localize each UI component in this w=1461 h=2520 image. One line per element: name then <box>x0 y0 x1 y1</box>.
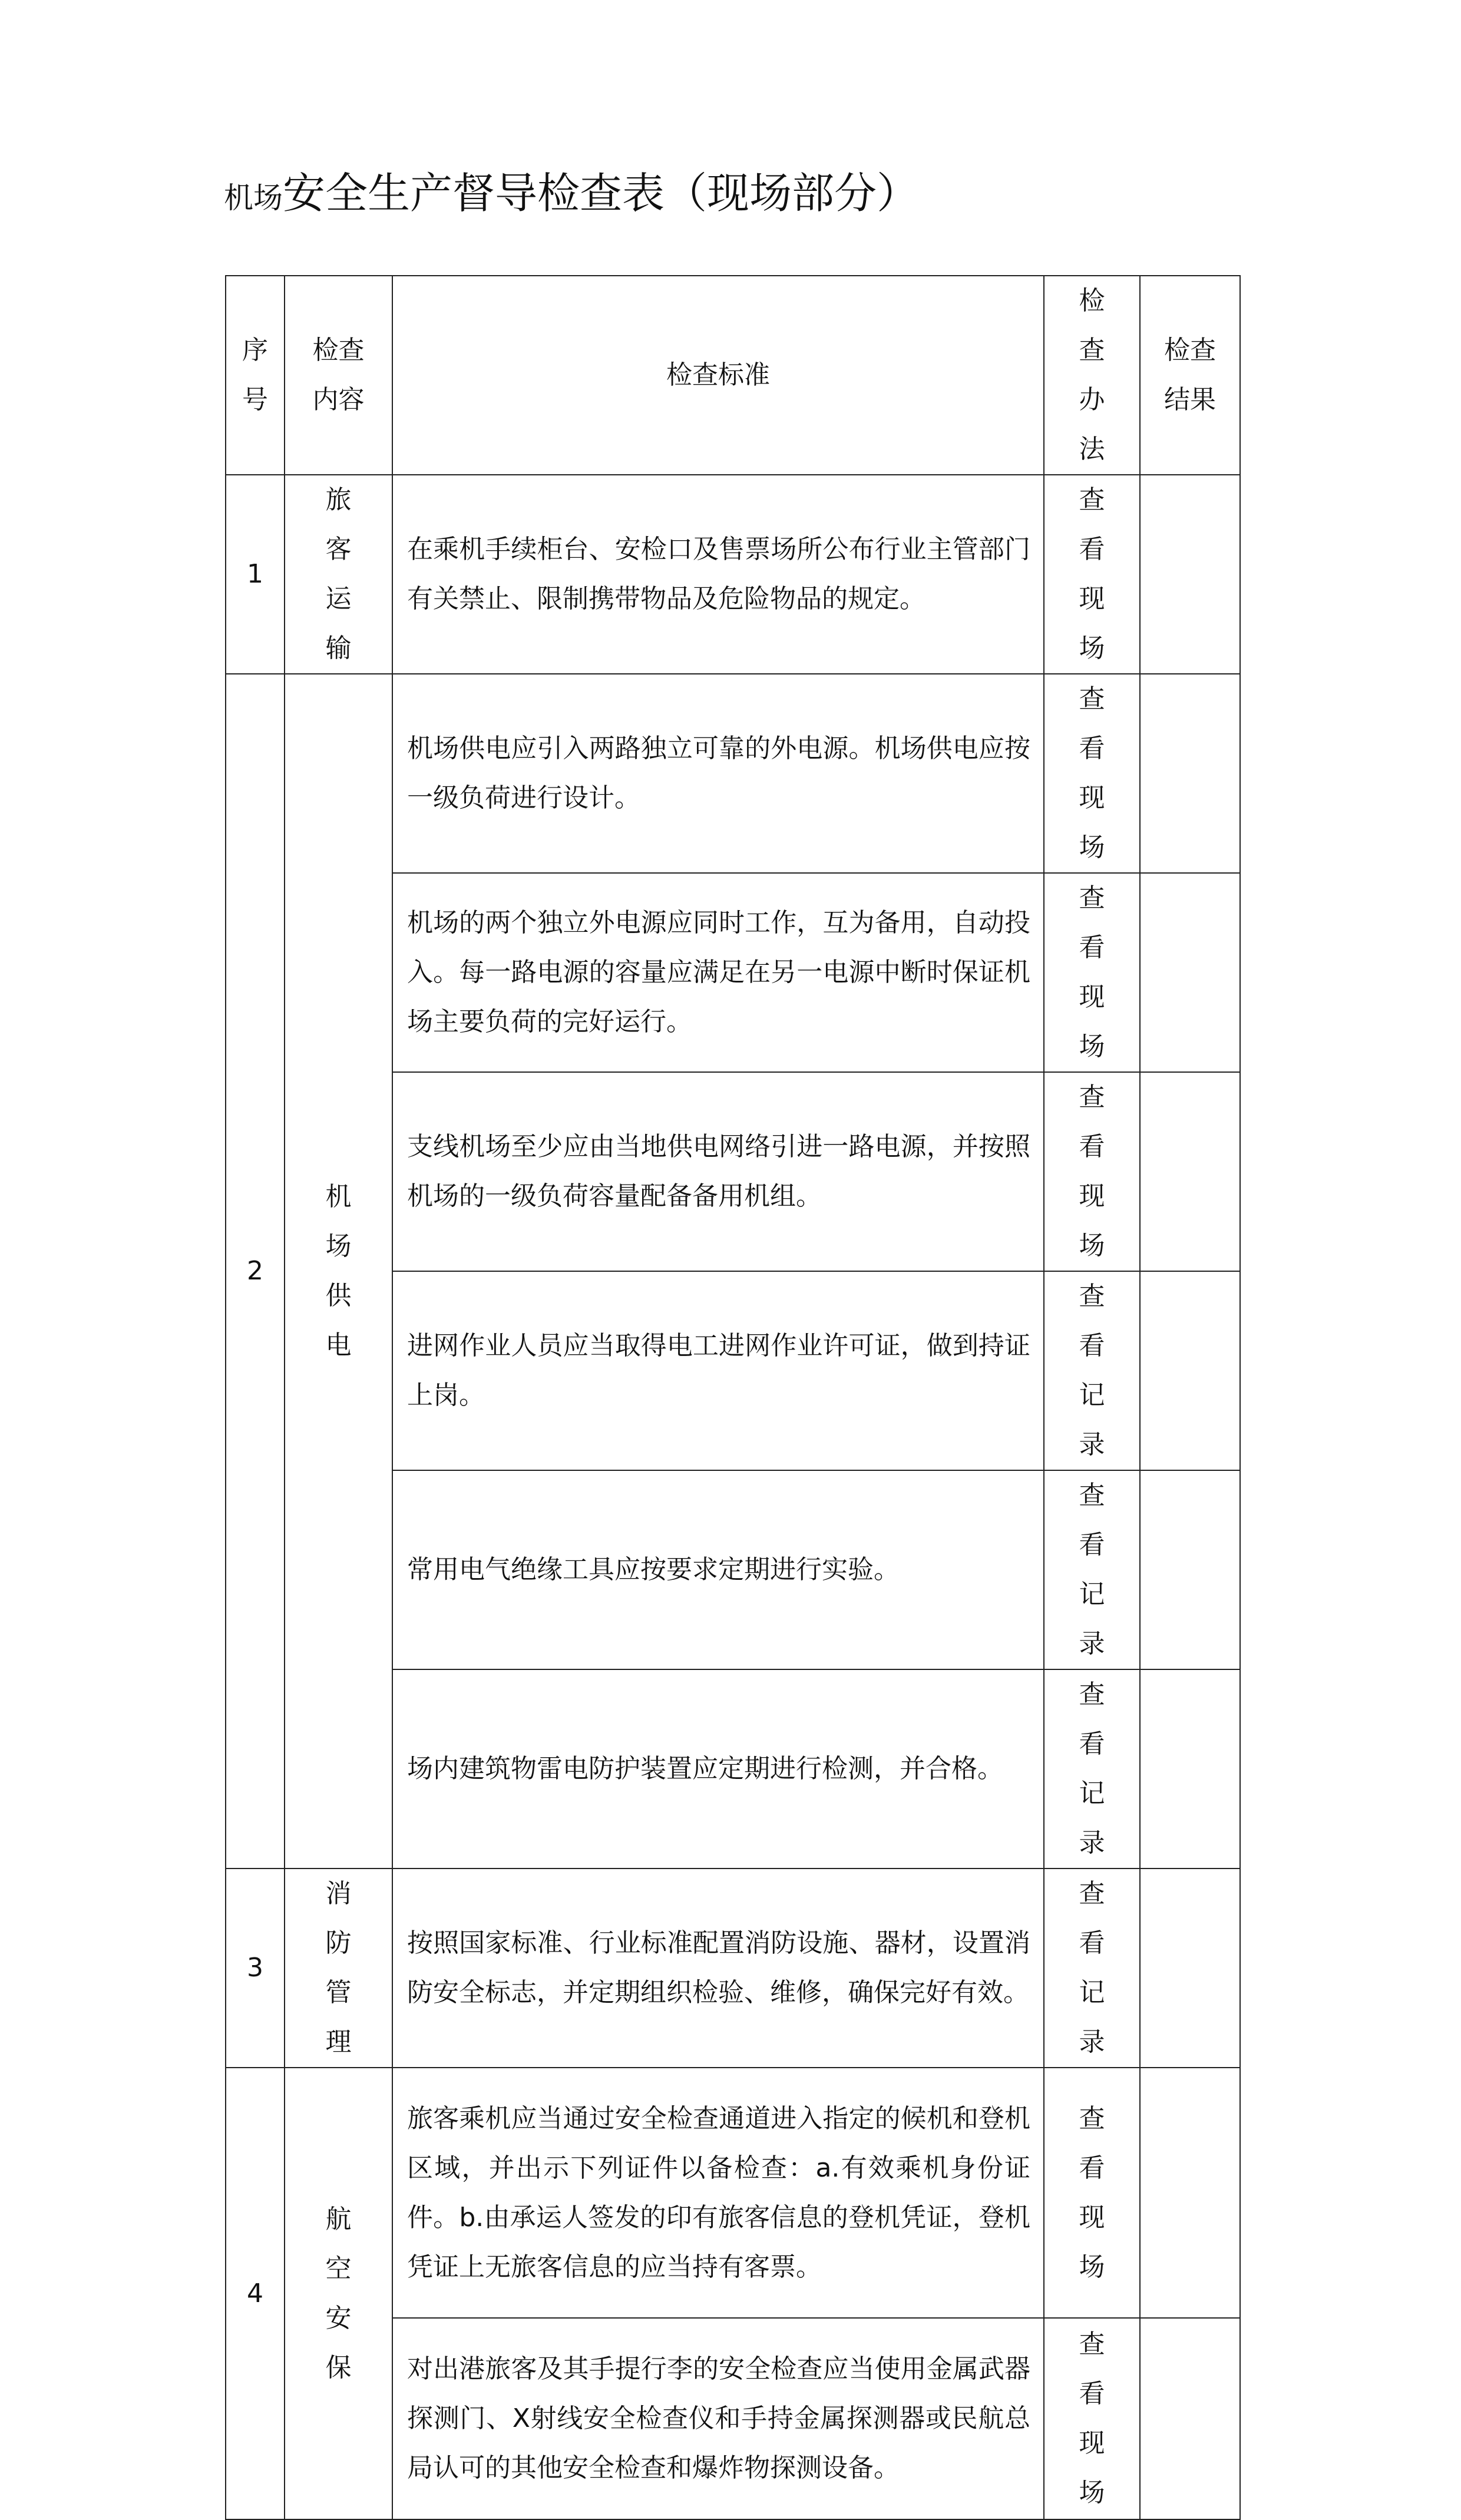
row-result <box>1140 1669 1240 1868</box>
header-result: 检查结果 <box>1140 276 1240 475</box>
row-method: 查看现场 <box>1044 475 1140 674</box>
row-method: 查看记录 <box>1044 1669 1140 1868</box>
row-standard: 场内建筑物雷电防护装置应定期进行检测，并合格。 <box>392 1669 1044 1868</box>
row-no: 4 <box>226 2068 285 2519</box>
row-method: 查看现场 <box>1044 674 1140 873</box>
table-row <box>226 674 1240 873</box>
row-standard: 机场供电应引入两路独立可靠的外电源。机场供电应按一级负荷进行设计。 <box>392 674 1044 873</box>
row-method: 查看记录 <box>1044 1271 1140 1470</box>
row-no: 2 <box>226 674 285 1868</box>
row-standard: 支线机场至少应由当地供电网络引进一路电源，并按照机场的一级负荷容量配备备用机组。 <box>392 1072 1044 1271</box>
title-prefix: 机场 <box>224 181 283 215</box>
row-result <box>1140 2318 1240 2519</box>
page-title <box>224 168 920 218</box>
row-standard: 对出港旅客及其手提行李的安全检查应当使用金属武器探测门、X射线安全检查仪和手持金属探测器或民航总局认可的其他安全检查和爆炸物探测设备。 <box>392 2318 1044 2519</box>
row-standard: 常用电气绝缘工具应按要求定期进行实验。 <box>392 1470 1044 1669</box>
header-content: 检查内容 <box>285 276 392 475</box>
title-main: 安全生产督导检查表（现场部分） <box>283 168 920 218</box>
row-method: 查看现场 <box>1044 1072 1140 1271</box>
row-result <box>1140 1470 1240 1669</box>
row-result <box>1140 2068 1240 2318</box>
row-content: 旅客运输 <box>285 475 392 674</box>
row-method: 查看记录 <box>1044 1868 1140 2068</box>
row-result <box>1140 1072 1240 1271</box>
row-standard: 旅客乘机应当通过安全检查通道进入指定的候机和登机区域，并出示下列证件以备检查：a.有效乘机身份证件。b.由承运人签发的印有旅客信息的登机凭证，登机凭证上无旅客信息的应当持有客票。 <box>392 2068 1044 2318</box>
inspection-table <box>225 275 1241 2520</box>
row-no: 3 <box>226 1868 285 2068</box>
row-result <box>1140 1868 1240 2068</box>
header-no: 序号 <box>226 276 285 475</box>
row-result <box>1140 1271 1240 1470</box>
row-standard: 机场的两个独立外电源应同时工作，互为备用，自动投入。每一路电源的容量应满足在另一电源中断时保证机场主要负荷的完好运行。 <box>392 873 1044 1072</box>
row-method: 查看现场 <box>1044 2318 1140 2519</box>
row-result <box>1140 873 1240 1072</box>
row-result <box>1140 475 1240 674</box>
header-standard: 检查标准 <box>392 276 1044 475</box>
table-header-row <box>226 276 1240 475</box>
row-standard: 按照国家标准、行业标准配置消防设施、器材，设置消防安全标志，并定期组织检验、维修，确保完好有效。 <box>392 1868 1044 2068</box>
row-standard: 进网作业人员应当取得电工进网作业许可证，做到持证上岗。 <box>392 1271 1044 1470</box>
row-no: 1 <box>226 475 285 674</box>
row-standard: 在乘机手续柜台、安检口及售票场所公布行业主管部门有关禁止、限制携带物品及危险物品的规定。 <box>392 475 1044 674</box>
table-row <box>226 1868 1240 2068</box>
row-result <box>1140 674 1240 873</box>
row-content: 消防管理 <box>285 1868 392 2068</box>
row-method: 查看现场 <box>1044 873 1140 1072</box>
row-content: 航空安保 <box>285 2068 392 2519</box>
table-row <box>226 2068 1240 2318</box>
header-method: 检查办法 <box>1044 276 1140 475</box>
row-method: 查看现场 <box>1044 2068 1140 2318</box>
table-row <box>226 475 1240 674</box>
row-content: 机场供电 <box>285 674 392 1868</box>
row-method: 查看记录 <box>1044 1470 1140 1669</box>
